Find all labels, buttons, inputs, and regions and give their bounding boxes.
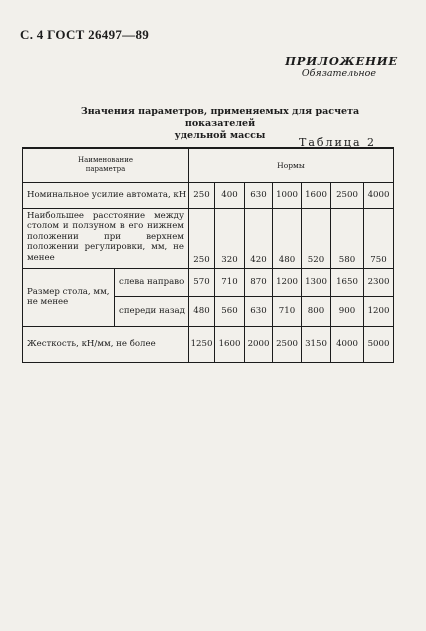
table-cell: 1600 bbox=[302, 182, 331, 208]
table-cell: 420 bbox=[245, 208, 273, 268]
table-cell: 2300 bbox=[364, 268, 394, 296]
row-label-table-size: Размер стола, мм, не менее bbox=[23, 268, 115, 326]
table-cell: 1650 bbox=[331, 268, 364, 296]
table-row bbox=[23, 182, 394, 208]
header-name-line-2: параметра bbox=[85, 165, 126, 174]
row-sublabel-front-back: спереди назад bbox=[115, 296, 189, 326]
table-cell: 2500 bbox=[273, 326, 302, 362]
table-cell: 1600 bbox=[215, 326, 245, 362]
header-parameter-name bbox=[23, 148, 189, 182]
table-cell: 2500 bbox=[331, 182, 364, 208]
row-label-stiffness: Жесткость, кН/мм, не более bbox=[23, 326, 189, 362]
table-cell: 250 bbox=[189, 182, 215, 208]
table-cell: 800 bbox=[302, 296, 331, 326]
table-caption-line-2: удельной массы bbox=[174, 130, 266, 141]
table-cell: 250 bbox=[189, 208, 215, 268]
table-cell: 870 bbox=[245, 268, 273, 296]
table-cell: 3150 bbox=[302, 326, 331, 362]
table-number: Таблица 2 bbox=[299, 136, 376, 149]
table-cell: 1000 bbox=[273, 182, 302, 208]
table-cell: 710 bbox=[273, 296, 302, 326]
row-label-max-distance: Наибольшее расстояние между столом и ползуном в его нижнем положении при верхнем положении регулировки, мм, не менее bbox=[23, 208, 189, 268]
table-cell: 710 bbox=[215, 268, 245, 296]
table-cell: 1200 bbox=[273, 268, 302, 296]
header-name-line-1: Наименование bbox=[78, 156, 133, 165]
table-caption-line-1: Значения параметров, применяемых для расчета показателей bbox=[80, 106, 360, 129]
table-cell: 630 bbox=[245, 296, 273, 326]
table-cell: 4000 bbox=[364, 182, 394, 208]
table-cell: 900 bbox=[331, 296, 364, 326]
parameters-table bbox=[22, 147, 394, 363]
header-norms: Нормы bbox=[189, 148, 394, 182]
table-cell: 630 bbox=[245, 182, 273, 208]
page-reference: С. 4 ГОСТ 26497—89 bbox=[20, 27, 150, 42]
header-row bbox=[23, 148, 394, 182]
appendix-subtitle: Обязательное bbox=[301, 68, 376, 79]
appendix-title: ПРИЛОЖЕНИЕ bbox=[285, 54, 398, 68]
table-cell: 750 bbox=[364, 208, 394, 268]
table-cell: 520 bbox=[302, 208, 331, 268]
table-cell: 560 bbox=[215, 296, 245, 326]
table-cell: 4000 bbox=[331, 326, 364, 362]
row-label-nominal-force: Номинальное усилие автомата, кН bbox=[23, 182, 189, 208]
table-cell: 1200 bbox=[364, 296, 394, 326]
table-cell: 5000 bbox=[364, 326, 394, 362]
table-cell: 1300 bbox=[302, 268, 331, 296]
table-row bbox=[23, 326, 394, 362]
table-cell: 400 bbox=[215, 182, 245, 208]
table-cell: 2000 bbox=[245, 326, 273, 362]
table-cell: 1250 bbox=[189, 326, 215, 362]
table-cell: 580 bbox=[331, 208, 364, 268]
table-cell: 320 bbox=[215, 208, 245, 268]
table-cell: 480 bbox=[273, 208, 302, 268]
table-cell: 480 bbox=[189, 296, 215, 326]
table-row bbox=[23, 268, 394, 296]
table-cell: 570 bbox=[189, 268, 215, 296]
row-sublabel-left-right: слева направо bbox=[115, 268, 189, 296]
table-row bbox=[23, 208, 394, 268]
